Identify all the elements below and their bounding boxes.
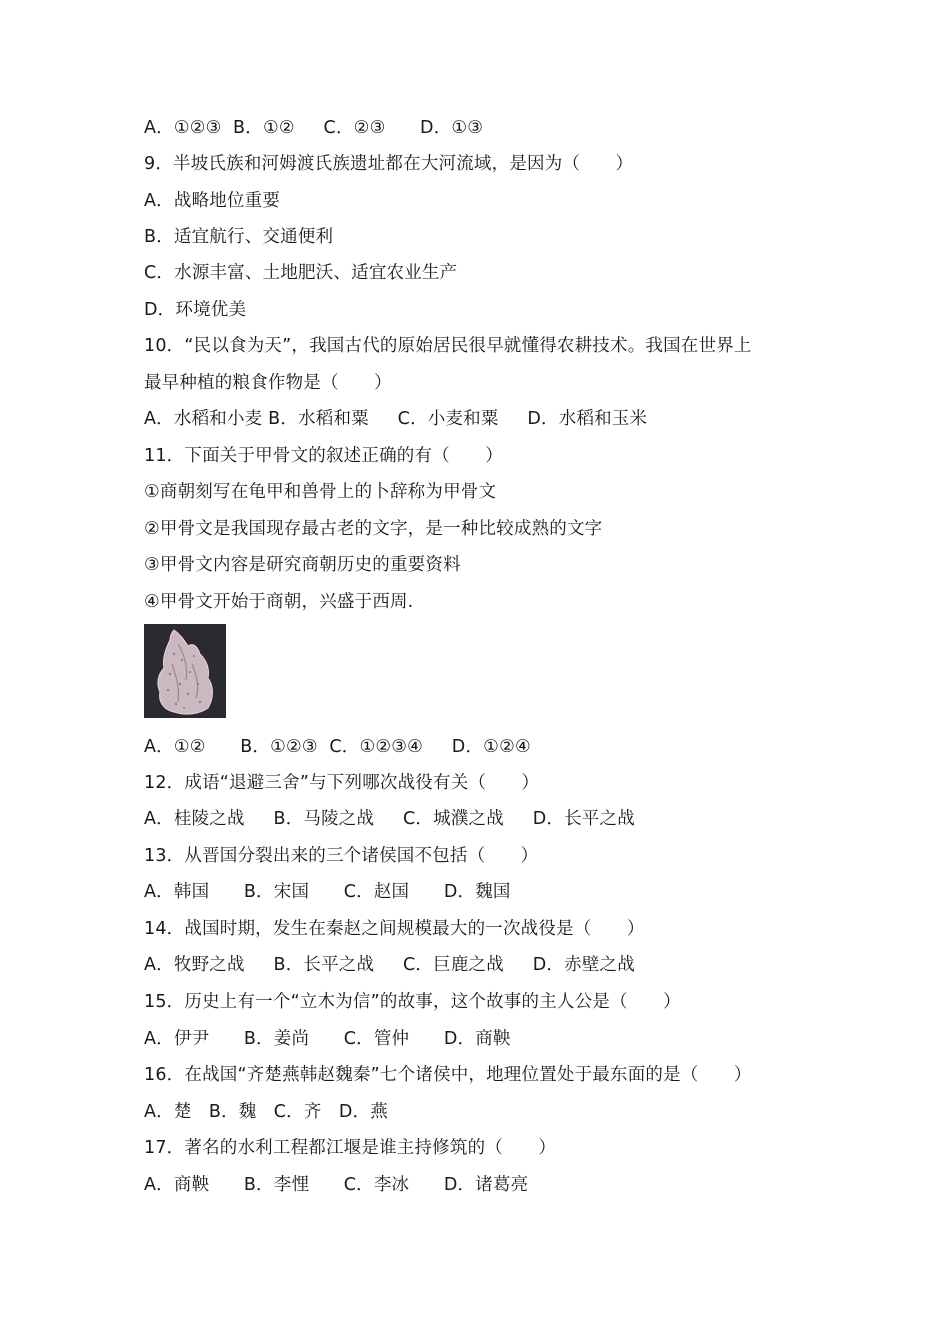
q9-option-c: C．水源丰富、土地肥沃、适宜农业生产 [144,263,458,283]
q17-options: A．商鞅 B．李悝 C．李冰 D．诸葛亮 [144,1175,529,1195]
q14-stem: 14．战国时期，发生在秦赵之间规模最大的一次战役是（ ） [144,919,645,939]
q9-stem: 9．半坡氏族和河姆渡氏族遗址都在大河流域，是因为（ ） [144,154,634,174]
q11-statement-1: ①商朝刻写在龟甲和兽骨上的卜辞称为甲骨文 [144,482,497,502]
q13-stem: 13．从晋国分裂出来的三个诸侯国不包括（ ） [144,846,539,866]
q15-options: A．伊尹 B．姜尚 C．管仲 D．商鞅 [144,1029,511,1049]
oracle-bone-image [144,624,226,718]
q9-option-d: D．环境优美 [144,300,247,320]
q16-options: A．楚 B．魏 C．齐 D．燕 [144,1102,388,1122]
q12-options: A．桂陵之战 B．马陵之战 C．城濮之战 D．长平之战 [144,809,635,829]
q12-stem: 12．成语“退避三舍”与下列哪次战役有关（ ） [144,773,540,793]
q11-stem: 11．下面关于甲骨文的叙述正确的有（ ） [144,446,503,466]
q11-options: A．①② B．①②③ C．①②③④ D．①②④ [144,737,531,757]
q17-stem: 17．著名的水利工程都江堰是谁主持修筑的（ ） [144,1138,557,1158]
q14-options: A．牧野之战 B．长平之战 C．巨鹿之战 D．赤壁之战 [144,955,635,975]
q16-stem: 16．在战国“齐楚燕韩赵魏秦”七个诸侯中，地理位置处于最东面的是（ ） [144,1065,752,1085]
q9-option-a: A．战略地位重要 [144,191,281,211]
q11-statement-4: ④甲骨文开始于商朝，兴盛于西周. [144,592,414,612]
q10-options: A．水稻和小麦 B．水稻和粟 C．小麦和粟 D．水稻和玉米 [144,409,648,429]
q15-stem: 15．历史上有一个“立木为信”的故事，这个故事的主人公是（ ） [144,992,681,1012]
q10-stem-line1: 10．“民以食为天”，我国古代的原始居民很早就懂得农耕技术。我国在世界上 [144,336,752,356]
q10-stem-line2: 最早种植的粮食作物是（ ） [144,373,392,393]
q11-statement-3: ③甲骨文内容是研究商朝历史的重要资料 [144,555,461,575]
q11-statement-2: ②甲骨文是我国现存最古老的文字，是一种比较成熟的文字 [144,519,603,539]
q8-options: A．①②③ B．①② C．②③ D．①③ [144,118,484,138]
q9-option-b: B．适宜航行、交通便利 [144,227,334,247]
q13-options: A．韩国 B．宋国 C．赵国 D．魏国 [144,882,511,902]
